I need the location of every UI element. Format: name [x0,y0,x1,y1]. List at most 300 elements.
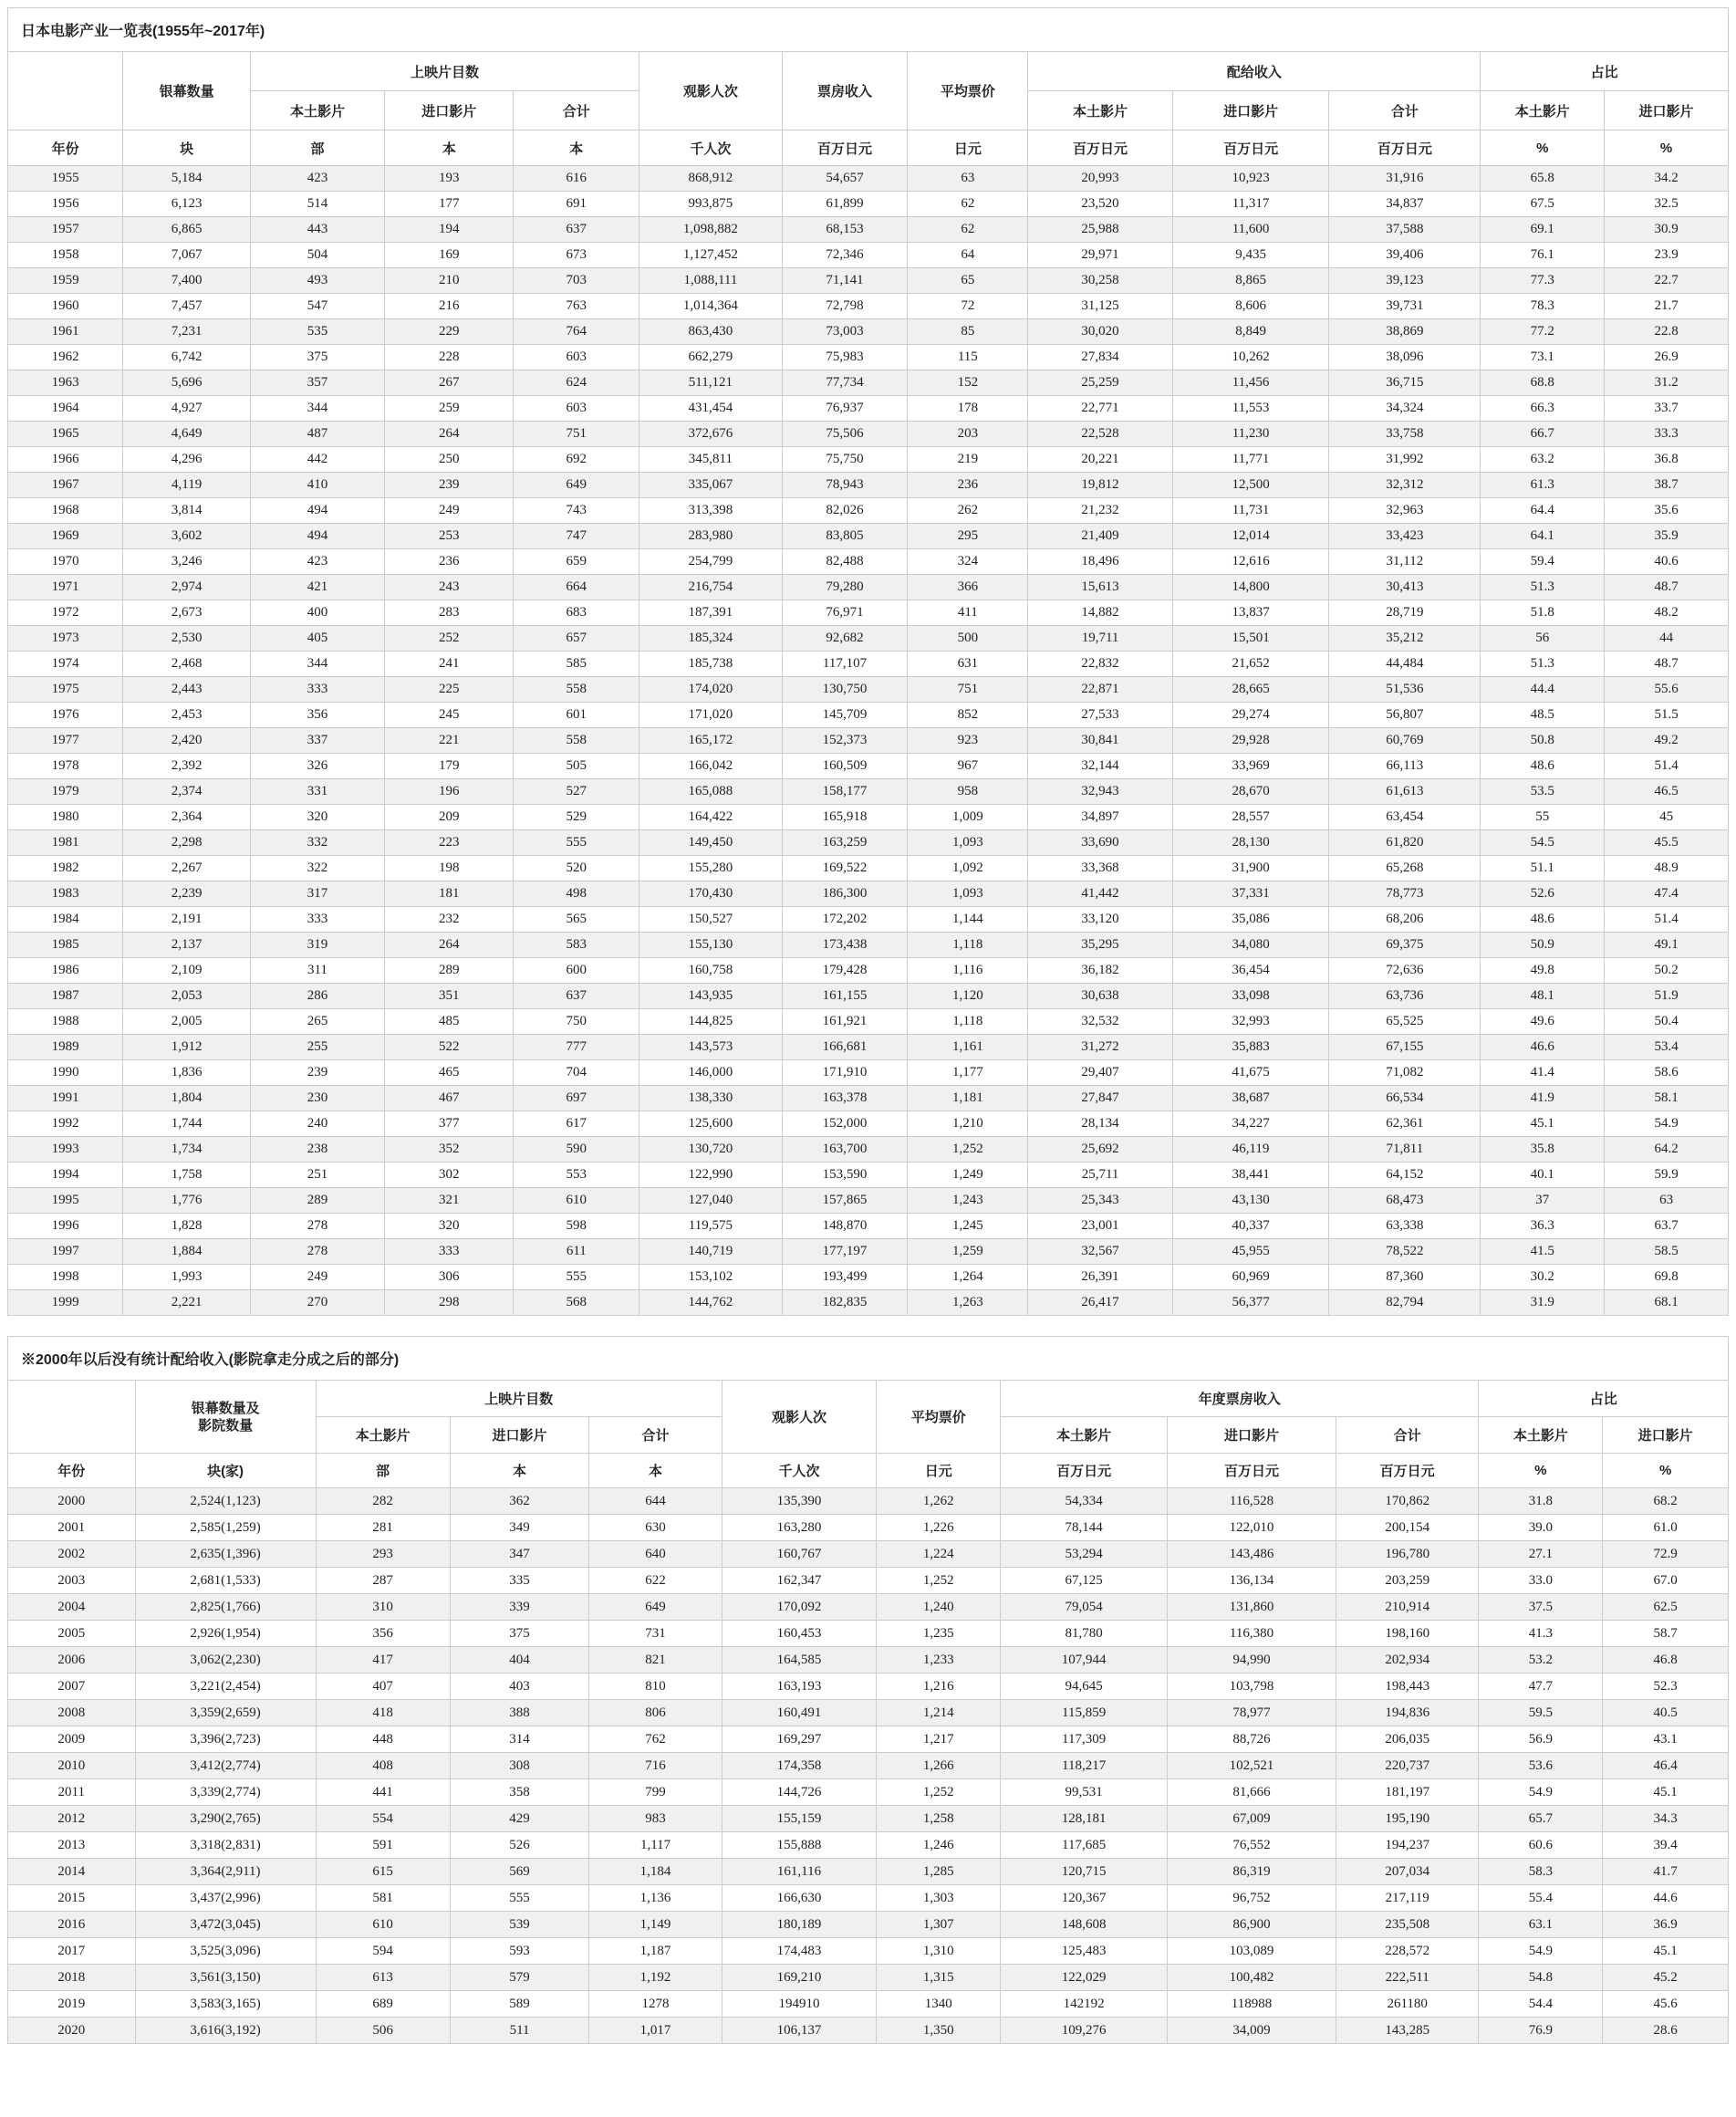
cell: 520 [514,856,639,881]
table-row [8,958,1729,984]
cell: 68,473 [1329,1188,1481,1214]
cell: 320 [385,1214,514,1239]
cell: 46.8 [1603,1647,1729,1674]
cell: 81,780 [1001,1621,1168,1647]
cell: 125,483 [1001,1938,1168,1965]
cell: 26,417 [1028,1290,1172,1316]
cell: 87,360 [1329,1265,1481,1290]
cell: 704 [514,1060,639,1086]
cell: 333 [250,907,384,933]
cell: 37 [1481,1188,1605,1214]
cell: 60,769 [1329,728,1481,754]
cell: 1991 [8,1086,123,1111]
table-row [8,422,1729,447]
cell: 63,454 [1329,805,1481,830]
cell: 2,053 [123,984,251,1009]
cell: 48.5 [1481,703,1605,728]
cell: 130,750 [782,677,908,703]
cell: 14,800 [1172,575,1329,600]
cell: 1,252 [877,1779,1001,1806]
cell: 2020 [8,2018,136,2044]
cell: 198,160 [1336,1621,1479,1647]
cell: 29,928 [1172,728,1329,754]
cell: 2,221 [123,1290,251,1316]
cell: 185,324 [639,626,783,652]
cell: 36,454 [1172,958,1329,984]
cell: 617 [514,1111,639,1137]
table-row [8,652,1729,677]
cell: 122,010 [1168,1515,1336,1541]
cell: 1,307 [877,1912,1001,1938]
cell: 245 [385,703,514,728]
cell: 1,259 [908,1239,1028,1265]
cell: 15,501 [1172,626,1329,652]
cell: 403 [450,1674,589,1700]
cell: 187,391 [639,600,783,626]
cell: 11,600 [1172,217,1329,243]
cell: 52.3 [1603,1674,1729,1700]
table-row [8,933,1729,958]
cell: 1,252 [908,1137,1028,1163]
cell: 569 [450,1859,589,1885]
cell: 261180 [1336,1991,1479,2018]
cell: 1,263 [908,1290,1028,1316]
cell: 34.3 [1603,1806,1729,1832]
cell: 615 [316,1859,450,1885]
header-group-films-screened: 上映片目数 [316,1381,722,1417]
cell: 500 [908,626,1028,652]
cell: 322 [250,856,384,881]
cell: 160,491 [722,1700,877,1726]
cell: 88,726 [1168,1726,1336,1753]
cell: 852 [908,703,1028,728]
cell: 164,422 [639,805,783,830]
cell: 61.3 [1481,473,1605,498]
cell: 152,373 [782,728,908,754]
cell: 2015 [8,1885,136,1912]
cell: 19,812 [1028,473,1172,498]
cell: 45.1 [1603,1779,1729,1806]
cell: 94,645 [1001,1674,1168,1700]
table1-title: 日本电影产业一览表(1955年~2017年) [8,8,1729,52]
cell: 264 [385,422,514,447]
cell: 66,534 [1329,1086,1481,1111]
cell: 160,453 [722,1621,877,1647]
header-group-annual-box-office: 年度票房收入 [1001,1381,1479,1417]
cell: 319 [250,933,384,958]
table-row [8,447,1729,473]
cell: 122,990 [639,1163,783,1188]
cell: 1,249 [908,1163,1028,1188]
cell: 36.9 [1603,1912,1729,1938]
cell: 47.7 [1479,1674,1603,1700]
cell: 148,608 [1001,1912,1168,1938]
table-row [8,2018,1729,2044]
unit-admissions: 千人次 [639,130,783,166]
cell: 155,280 [639,856,783,881]
cell: 2006 [8,1647,136,1674]
cell: 45.6 [1603,1991,1729,2018]
cell: 3,583(3,165) [135,1991,316,2018]
cell: 868,912 [639,166,783,192]
cell: 206,035 [1336,1726,1479,1753]
cell: 2,681(1,533) [135,1568,316,1594]
cell: 1958 [8,243,123,268]
cell: 33,098 [1172,984,1329,1009]
cell: 144,762 [639,1290,783,1316]
cell: 39.4 [1603,1832,1729,1859]
cell: 1,262 [877,1488,1001,1515]
cell: 535 [250,319,384,345]
table-row [8,1885,1729,1912]
table-row [8,1726,1729,1753]
cell: 624 [514,370,639,396]
cell: 78,144 [1001,1515,1168,1541]
cell: 41,675 [1172,1060,1329,1086]
header-group-share: 占比 [1479,1381,1729,1417]
cell: 67,009 [1168,1806,1336,1832]
cell: 3,472(3,045) [135,1912,316,1938]
cell: 553 [514,1163,639,1188]
cell: 31,272 [1028,1035,1172,1060]
cell: 53.5 [1481,779,1605,805]
cell: 117,309 [1001,1726,1168,1753]
cell: 958 [908,779,1028,805]
unit-year: 年份 [8,1454,136,1488]
table-row [8,1700,1729,1726]
cell: 1,216 [877,1674,1001,1700]
cell: 75,750 [782,447,908,473]
cell: 37.5 [1479,1594,1603,1621]
cell: 5,696 [123,370,251,396]
cell: 86,900 [1168,1912,1336,1938]
cell: 221 [385,728,514,754]
cell: 1965 [8,422,123,447]
cell: 67,125 [1001,1568,1168,1594]
cell: 46.6 [1481,1035,1605,1060]
cell: 21.7 [1605,294,1729,319]
cell: 2,585(1,259) [135,1515,316,1541]
cell: 1970 [8,549,123,575]
cell: 637 [514,984,639,1009]
cell: 171,910 [782,1060,908,1086]
cell: 153,102 [639,1265,783,1290]
table-row [8,1035,1729,1060]
cell: 64.4 [1481,498,1605,524]
cell: 806 [589,1700,722,1726]
cell: 65.7 [1479,1806,1603,1832]
cell: 33,690 [1028,830,1172,856]
cell: 630 [589,1515,722,1541]
cell: 37,331 [1172,881,1329,907]
cell: 73,003 [782,319,908,345]
cell: 8,865 [1172,268,1329,294]
cell: 2001 [8,1515,136,1541]
cell: 352 [385,1137,514,1163]
cell: 54.9 [1605,1111,1729,1137]
cell: 662,279 [639,345,783,370]
cell: 193,499 [782,1265,908,1290]
cell: 67.0 [1603,1568,1729,1594]
cell: 1979 [8,779,123,805]
cell: 76,552 [1168,1832,1336,1859]
cell: 120,715 [1001,1859,1168,1885]
cell: 138,330 [639,1086,783,1111]
cell: 49.1 [1605,933,1729,958]
cell: 236 [385,549,514,575]
cell: 230 [250,1086,384,1111]
cell: 34,837 [1329,192,1481,217]
cell: 59.5 [1479,1700,1603,1726]
cell: 161,116 [722,1859,877,1885]
cell: 243 [385,575,514,600]
cell: 2,267 [123,856,251,881]
cell: 547 [250,294,384,319]
cell: 49.2 [1605,728,1729,754]
cell: 357 [250,370,384,396]
cell: 5,184 [123,166,251,192]
table1-header [8,8,1729,166]
cell: 165,918 [782,805,908,830]
cell: 1,017 [589,2018,722,2044]
cell: 35.8 [1481,1137,1605,1163]
cell: 265 [250,1009,384,1035]
cell: 1966 [8,447,123,473]
unit-avg-price: 日元 [908,130,1028,166]
cell: 1955 [8,166,123,192]
header-admissions: 观影人次 [639,52,783,130]
cell: 31.2 [1605,370,1729,396]
cell: 1,187 [589,1938,722,1965]
cell: 448 [316,1726,450,1753]
film-industry-table-2000-2020 [7,1336,1729,2044]
cell: 20,221 [1028,447,1172,473]
cell: 75,983 [782,345,908,370]
cell: 65,268 [1329,856,1481,881]
cell: 7,067 [123,243,251,268]
cell: 1994 [8,1163,123,1188]
cell: 47.4 [1605,881,1729,907]
table2-units-row [8,1454,1729,1488]
table-gap [7,1316,1729,1336]
cell: 27,533 [1028,703,1172,728]
cell: 193 [385,166,514,192]
cell: 23,001 [1028,1214,1172,1239]
cell: 27,834 [1028,345,1172,370]
cell: 71,811 [1329,1137,1481,1163]
cell: 863,430 [639,319,783,345]
cell: 41.9 [1481,1086,1605,1111]
cell: 750 [514,1009,639,1035]
cell: 344 [250,396,384,422]
cell: 408 [316,1753,450,1779]
cell: 219 [908,447,1028,473]
cell: 39.0 [1479,1515,1603,1541]
cell: 30,413 [1329,575,1481,600]
cell: 555 [514,1265,639,1290]
cell: 55.6 [1605,677,1729,703]
cell: 49.6 [1481,1009,1605,1035]
cell: 8,606 [1172,294,1329,319]
cell: 593 [450,1938,589,1965]
cell: 35,086 [1172,907,1329,933]
cell: 53,294 [1001,1541,1168,1568]
cell: 1997 [8,1239,123,1265]
unit-bo-total: 百万日元 [1336,1454,1479,1488]
cell: 28,719 [1329,600,1481,626]
cell: 145,709 [782,703,908,728]
header-domestic-films: 本土影片 [316,1417,450,1454]
unit-bo-imported: 百万日元 [1168,1454,1336,1488]
cell: 431,454 [639,396,783,422]
cell: 169 [385,243,514,268]
cell: 810 [589,1674,722,1700]
cell: 555 [450,1885,589,1912]
cell: 282 [316,1488,450,1515]
cell: 259 [385,396,514,422]
cell: 35.9 [1605,524,1729,549]
cell: 37,588 [1329,217,1481,243]
cell: 152,000 [782,1111,908,1137]
cell: 1961 [8,319,123,345]
cell: 38,687 [1172,1086,1329,1111]
table-row [8,1647,1729,1674]
cell: 3,339(2,774) [135,1779,316,1806]
cell: 423 [250,166,384,192]
cell: 254,799 [639,549,783,575]
cell: 1,224 [877,1541,1001,1568]
cell: 2011 [8,1779,136,1806]
table-row [8,217,1729,243]
table-row [8,1753,1729,1779]
cell: 11,771 [1172,447,1329,473]
cell: 76,971 [782,600,908,626]
cell: 40,337 [1172,1214,1329,1239]
table-row [8,575,1729,600]
cell: 58.1 [1605,1086,1729,1111]
cell: 31,916 [1329,166,1481,192]
cell: 66.7 [1481,422,1605,447]
cell: 30.2 [1481,1265,1605,1290]
cell: 11,553 [1172,396,1329,422]
cell: 640 [589,1541,722,1568]
cell: 6,123 [123,192,251,217]
cell: 54.5 [1481,830,1605,856]
table-row [8,1832,1729,1859]
cell: 174,020 [639,677,783,703]
cell: 751 [514,422,639,447]
cell: 118,217 [1001,1753,1168,1779]
cell: 1,884 [123,1239,251,1265]
cell: 1340 [877,1991,1001,2018]
cell: 405 [250,626,384,652]
cell: 118988 [1168,1991,1336,2018]
cell: 239 [250,1060,384,1086]
cell: 762 [589,1726,722,1753]
cell: 143,573 [639,1035,783,1060]
cell: 68,153 [782,217,908,243]
header-dist-total: 合计 [1329,91,1481,130]
cell: 67.5 [1481,192,1605,217]
cell: 622 [589,1568,722,1594]
cell: 1,246 [877,1832,1001,1859]
cell: 1993 [8,1137,123,1163]
cell: 613 [316,1965,450,1991]
cell: 69.1 [1481,217,1605,243]
cell: 163,280 [722,1515,877,1541]
cell: 26,391 [1028,1265,1172,1290]
cell: 1,912 [123,1035,251,1060]
cell: 7,457 [123,294,251,319]
cell: 1,245 [908,1214,1028,1239]
cell: 983 [589,1806,722,1832]
cell: 203 [908,422,1028,447]
cell: 716 [589,1753,722,1779]
cell: 194,836 [1336,1700,1479,1726]
cell: 109,276 [1001,2018,1168,2044]
cell: 2,298 [123,830,251,856]
cell: 2000 [8,1488,136,1515]
table-row [8,294,1729,319]
unit-admissions: 千人次 [722,1454,877,1488]
cell: 239 [385,473,514,498]
cell: 39,406 [1329,243,1481,268]
cell: 54.4 [1479,1991,1603,2018]
cell: 51.4 [1605,907,1729,933]
cell: 821 [589,1647,722,1674]
cell: 41,442 [1028,881,1172,907]
cell: 1,014,364 [639,294,783,319]
cell: 1,177 [908,1060,1028,1086]
cell: 610 [316,1912,450,1938]
cell: 1,118 [908,933,1028,958]
cell: 30.9 [1605,217,1729,243]
cell: 92,682 [782,626,908,652]
cell: 2,137 [123,933,251,958]
table-row [8,1488,1729,1515]
cell: 51,536 [1329,677,1481,703]
cell: 103,089 [1168,1938,1336,1965]
cell: 1972 [8,600,123,626]
cell: 1992 [8,1111,123,1137]
cell: 60.6 [1479,1832,1603,1859]
cell: 751 [908,677,1028,703]
table-row [8,1515,1729,1541]
table-row [8,830,1729,856]
cell: 28,130 [1172,830,1329,856]
cell: 38.7 [1605,473,1729,498]
cell: 1278 [589,1991,722,2018]
cell: 1,734 [123,1137,251,1163]
cell: 410 [250,473,384,498]
cell: 198,443 [1336,1674,1479,1700]
cell: 555 [514,830,639,856]
cell: 115,859 [1001,1700,1168,1726]
cell: 362 [450,1488,589,1515]
cell: 19,711 [1028,626,1172,652]
cell: 1963 [8,370,123,396]
cell: 63.2 [1481,447,1605,473]
cell: 13,837 [1172,600,1329,626]
cell: 1996 [8,1214,123,1239]
cell: 161,921 [782,1009,908,1035]
cell: 44.6 [1603,1885,1729,1912]
cell: 116,528 [1168,1488,1336,1515]
cell: 34.2 [1605,166,1729,192]
cell: 6,742 [123,345,251,370]
cell: 50.8 [1481,728,1605,754]
cell: 539 [450,1912,589,1938]
